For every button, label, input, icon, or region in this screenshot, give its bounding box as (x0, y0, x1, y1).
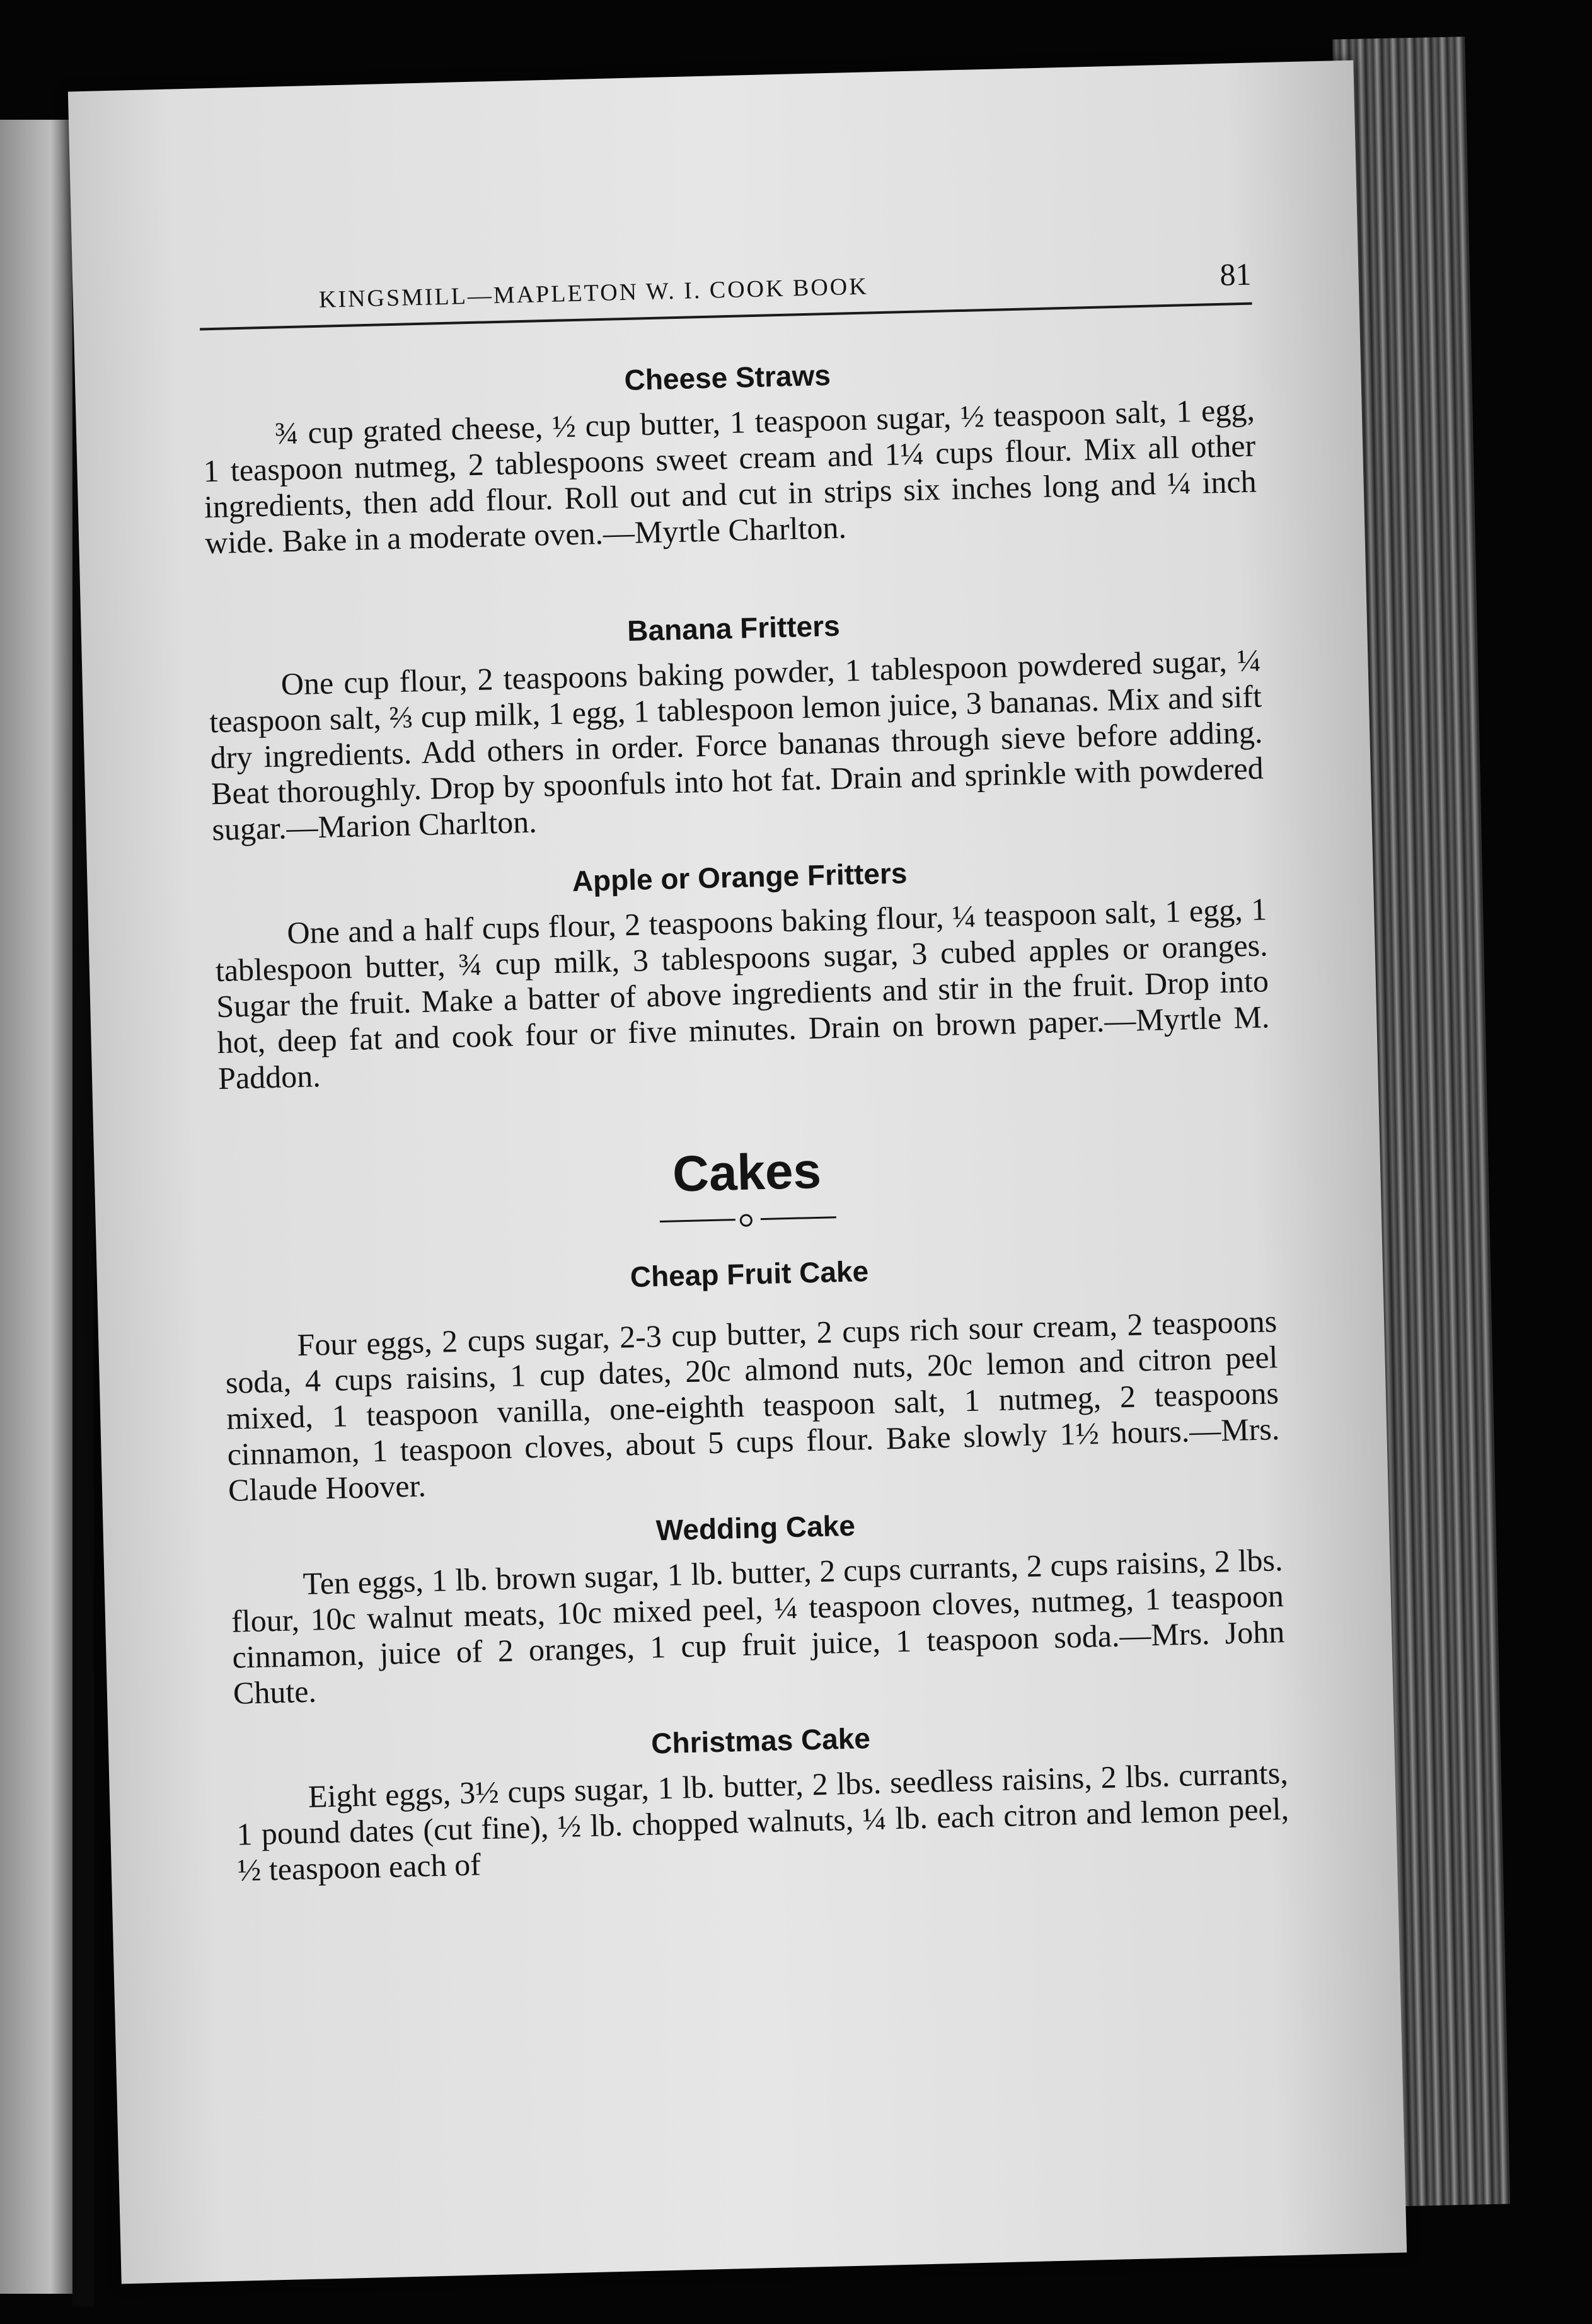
recipe-cheap-fruit-cake (223, 1244, 1281, 1509)
recipe-banana-fritters (207, 598, 1265, 848)
recipe-body: Four eggs, 2 cups sugar, 2-3 cup butter, 2 cups rich sour cream, 2 teaspoons soda, 4 cups raisins, 1 cup dates, 20c almond nuts, 20c lemon and citron peel mixed, 1 teaspoon vanilla, one-eighth teaspoon salt, 1 nutmeg, 2 teaspoons cinnamon, 1 teaspoon cloves, about 5 cups flour. Bake slowly 1½ hours.—Mrs. Claude Hoover. (225, 1303, 1280, 1508)
recipe-cheese-straws (201, 348, 1258, 561)
recipe-body: Ten eggs, 1 lb. brown sugar, 1 lb. butter, 2 cups currants, 2 cups raisins, 2 lbs. flour, 10c walnut meats, 10c mixed peel, ¼ teaspoon cloves, nutmeg, 1 teaspoon cinnamon, juice of 2 oranges, 1 cup fruit juice, 1 teaspoon soda.—Mrs. John Chute. (231, 1542, 1285, 1711)
book-page (68, 60, 1407, 2284)
section-cakes (220, 1130, 1274, 1238)
recipe-christmas-cake (234, 1711, 1290, 1889)
page-content (199, 252, 1290, 1889)
recipe-title: Wedding Cake (655, 1509, 856, 1547)
recipe-title: Banana Fritters (626, 609, 841, 648)
left-page-edge (0, 120, 72, 2294)
recipe-apple-orange-fritters (213, 847, 1271, 1096)
recipe-title: Cheap Fruit Cake (630, 1254, 869, 1294)
page-number: 81 (1219, 256, 1252, 292)
recipe-body: One cup flour, 2 teaspoons baking powder, 1 tablespoon powdered sugar, ¼ teaspoon salt, ⅔ cup milk, 1 egg, 1 tablespoon lemon juice, 3 bananas. Mix and sift dry ingredients. Add others in order. Force bananas through sieve before adding. Beat thoroughly. Drop by spoonfuls into hot fat. Drain and sprinkle with powdered sugar.—Marion Charlton. (209, 642, 1264, 848)
ornament-line (660, 1219, 735, 1222)
recipe-body: One and a half cups flour, 2 teaspoons baking flour, ¼ teaspoon salt, 1 egg, 1 tablespoon butter, ¾ cup milk, 3 tablespoons sugar, 3 cubed apples or oranges. Sugar the fruit. Make a batter of above ingredients and stir in the fruit. Drop into hot, deep fat and cook four or five minutes. Drain on brown paper.—Myrtle M. Paddon. (215, 891, 1270, 1096)
recipe-title: Cheese Straws (623, 359, 831, 397)
section-ornament (660, 1211, 836, 1228)
running-header (199, 252, 1252, 331)
recipe-title: Christmas Cake (650, 1722, 871, 1760)
recipe-title: Apple or Orange Fritters (572, 856, 908, 898)
ornament-circle-icon (740, 1214, 753, 1226)
section-heading: Cakes (672, 1142, 822, 1202)
recipe-body: Eight eggs, 3½ cups sugar, 1 lb. butter, 2 lbs. seedless raisins, 2 lbs. currants, 1 pound dates (cut fine), ½ lb. chopped walnuts, ¼ lb. each citron and lemon peel, ½ teaspoon each of (236, 1754, 1289, 1888)
recipe-body: ¾ cup grated cheese, ½ cup butter, 1 teaspoon sugar, ½ teaspoon salt, 1 egg, 1 teaspoon nutmeg, 2 tablespoons sweet cream and 1¼ cups flour. Mix all other ingredients, then add flour. Roll out and cut in strips six inches long and ¼ inch wide. Bake in a moderate oven.—Myrtle Charlton. (202, 391, 1257, 561)
recipe-wedding-cake (229, 1498, 1286, 1711)
running-title: KINGSMILL—MAPLETON W. I. COOK BOOK (318, 273, 869, 313)
ornament-line (761, 1216, 836, 1220)
